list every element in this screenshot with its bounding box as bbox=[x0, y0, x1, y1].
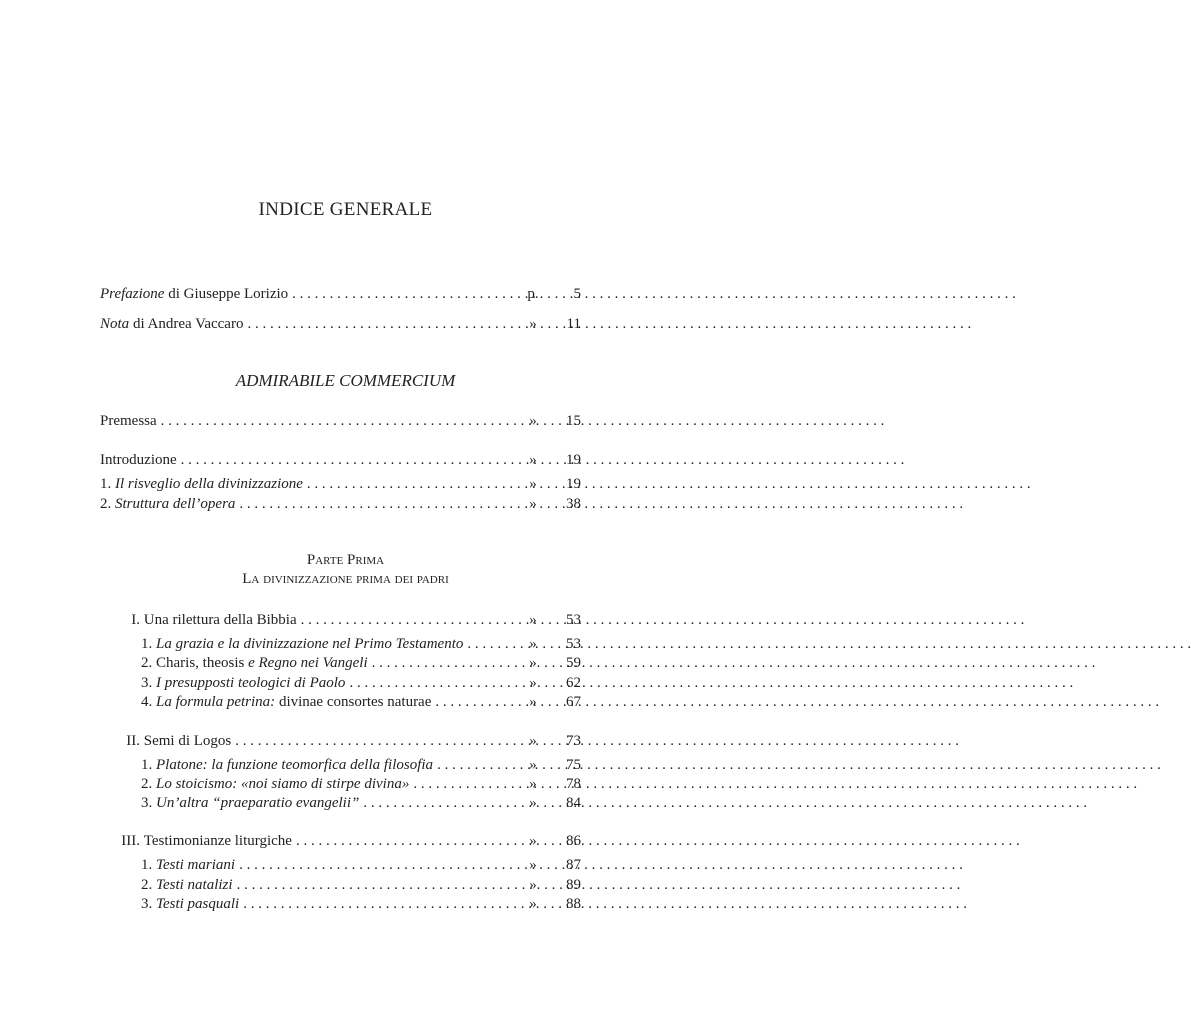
toc-subentry[interactable] bbox=[100, 474, 510, 494]
entry-italic: Prefazione bbox=[100, 286, 165, 302]
section-title: ADMIRABILE COMMERCIUM bbox=[235, 371, 456, 390]
page-number: 84 bbox=[566, 795, 581, 811]
toc-chapter[interactable] bbox=[100, 731, 510, 751]
dot-leader bbox=[368, 653, 510, 673]
page-marker: » bbox=[529, 496, 537, 512]
entry-text: divinae consortes naturae bbox=[275, 694, 432, 710]
dot-leader bbox=[431, 692, 510, 712]
page-marker: » bbox=[529, 476, 537, 492]
entry-number: 2. bbox=[141, 776, 153, 792]
toc-subentry[interactable] bbox=[141, 855, 510, 875]
entry-italic: I presupposti teologici di Paolo bbox=[156, 675, 346, 691]
part-subtitle: La divinizzazione prima dei padri bbox=[242, 571, 449, 587]
toc-subentry[interactable] bbox=[141, 692, 510, 712]
entry-number: 2. bbox=[141, 877, 153, 893]
entry-number: 1. bbox=[141, 757, 153, 773]
entry-italic: Nota bbox=[100, 316, 130, 332]
chapter-roman: I. bbox=[131, 612, 140, 628]
page-marker: » bbox=[529, 675, 537, 691]
toc-subentry[interactable] bbox=[141, 634, 510, 654]
entry-italic: Struttura dell’opera bbox=[115, 496, 236, 512]
dot-leader bbox=[297, 610, 510, 630]
entry-number: 3. bbox=[141, 896, 153, 912]
entry-italic: La formula petrina: bbox=[156, 694, 276, 710]
dot-leader bbox=[235, 855, 510, 875]
toc-chapter[interactable] bbox=[100, 831, 510, 851]
page-number: 11 bbox=[566, 316, 581, 332]
page-marker: » bbox=[529, 733, 537, 749]
entry-number: 1. bbox=[100, 476, 112, 492]
chapter-title: Una rilettura della Bibbia bbox=[143, 612, 297, 628]
entry-number: 4. bbox=[141, 694, 153, 710]
page-marker: » bbox=[529, 757, 537, 773]
page-title: INDICE GENERALE bbox=[258, 199, 433, 220]
page-marker: » bbox=[529, 413, 537, 429]
toc-chapter[interactable] bbox=[100, 610, 510, 630]
page-marker: » bbox=[529, 857, 537, 873]
entry-italic: Lo stoicismo: «noi siamo di stirpe divina» bbox=[156, 776, 410, 792]
toc-subentry[interactable] bbox=[141, 673, 510, 693]
page-marker: p. bbox=[527, 286, 539, 302]
dot-leader bbox=[409, 774, 510, 794]
toc-subentry[interactable] bbox=[141, 755, 510, 775]
toc-subentry[interactable] bbox=[141, 653, 510, 673]
toc-subentry[interactable] bbox=[141, 894, 510, 914]
entry-text: di Giuseppe Lorizio bbox=[164, 286, 289, 302]
dot-leader bbox=[433, 755, 510, 775]
entry-italic: Platone: la funzione teomorfica della filosofia bbox=[156, 757, 434, 773]
page-number: 86 bbox=[566, 833, 581, 849]
chapter-title: Testimonianze liturgiche bbox=[143, 833, 292, 849]
dot-leader bbox=[288, 284, 510, 304]
page-marker: » bbox=[529, 452, 537, 468]
chapter-roman: III. bbox=[121, 833, 140, 849]
page-number: 78 bbox=[566, 776, 581, 792]
page-number: 53 bbox=[566, 636, 581, 652]
page-marker: » bbox=[529, 776, 537, 792]
dot-leader bbox=[239, 894, 510, 914]
entry-italic: Un’altra “praeparatio evangelii” bbox=[156, 795, 360, 811]
page-number: 59 bbox=[566, 655, 581, 671]
page-number: 89 bbox=[566, 877, 581, 893]
toc-entry-prefazione[interactable] bbox=[100, 284, 510, 304]
dot-leader bbox=[292, 831, 510, 851]
toc-entry-premessa[interactable] bbox=[100, 411, 510, 431]
dot-leader bbox=[157, 411, 510, 431]
entry-number: 1. bbox=[141, 857, 153, 873]
dot-leader bbox=[177, 450, 510, 470]
page-marker: » bbox=[529, 877, 537, 893]
dot-leader bbox=[359, 793, 510, 813]
page-marker: » bbox=[529, 316, 537, 332]
page-marker: » bbox=[529, 655, 537, 671]
entry-number: 3. bbox=[141, 795, 153, 811]
entry-text: Charis, theosis bbox=[156, 655, 245, 671]
page-number: 19 bbox=[566, 476, 581, 492]
entry-number: 2. bbox=[141, 655, 153, 671]
page-marker: » bbox=[529, 795, 537, 811]
entry-text: di Andrea Vaccaro bbox=[129, 316, 244, 332]
dot-leader bbox=[235, 494, 510, 514]
dot-leader bbox=[233, 875, 510, 895]
page-marker: » bbox=[529, 896, 537, 912]
entry-italic: Testi mariani bbox=[156, 857, 236, 873]
page-number: 75 bbox=[566, 757, 581, 773]
entry-text: Introduzione bbox=[100, 452, 177, 468]
dot-leader bbox=[231, 731, 510, 751]
dot-leader bbox=[243, 314, 510, 334]
page-number: 88 bbox=[566, 896, 581, 912]
entry-number: 1. bbox=[141, 636, 153, 652]
dot-leader bbox=[345, 673, 510, 693]
page-marker: » bbox=[529, 636, 537, 652]
entry-italic: Testi natalizi bbox=[156, 877, 233, 893]
page-marker: » bbox=[529, 612, 537, 628]
toc-subentry[interactable] bbox=[141, 875, 510, 895]
entry-italic: e Regno nei Vangeli bbox=[244, 655, 368, 671]
toc-entry-introduzione[interactable] bbox=[100, 450, 510, 470]
page-number: 87 bbox=[566, 857, 581, 873]
toc-subentry[interactable] bbox=[100, 494, 510, 514]
chapter-title: Semi di Logos bbox=[143, 733, 232, 749]
entry-number: 2. bbox=[100, 496, 112, 512]
page-number: 67 bbox=[566, 694, 581, 710]
entry-italic: La grazia e la divinizzazione nel Primo Testamento bbox=[156, 636, 464, 652]
chapter-roman: II. bbox=[126, 733, 140, 749]
page-number: 53 bbox=[566, 612, 581, 628]
toc-subentry[interactable] bbox=[141, 774, 510, 794]
toc-subentry[interactable] bbox=[141, 793, 510, 813]
page-number: 5 bbox=[573, 286, 581, 302]
page-marker: » bbox=[529, 694, 537, 710]
toc-entry-nota[interactable] bbox=[100, 314, 510, 334]
page-number: 62 bbox=[566, 675, 581, 691]
entry-text: Premessa bbox=[100, 413, 157, 429]
dot-leader bbox=[463, 634, 510, 654]
page-number: 38 bbox=[566, 496, 581, 512]
page-marker: » bbox=[529, 833, 537, 849]
part-label: Parte Prima bbox=[306, 552, 385, 568]
page-number: 15 bbox=[566, 413, 581, 429]
dot-leader bbox=[303, 474, 510, 494]
part-heading bbox=[0, 551, 691, 589]
entry-italic: Il risveglio della divinizzazione bbox=[115, 476, 303, 492]
page-number: 73 bbox=[566, 733, 581, 749]
entry-number: 3. bbox=[141, 675, 153, 691]
page-number: 19 bbox=[566, 452, 581, 468]
entry-italic: Testi pasquali bbox=[156, 896, 240, 912]
